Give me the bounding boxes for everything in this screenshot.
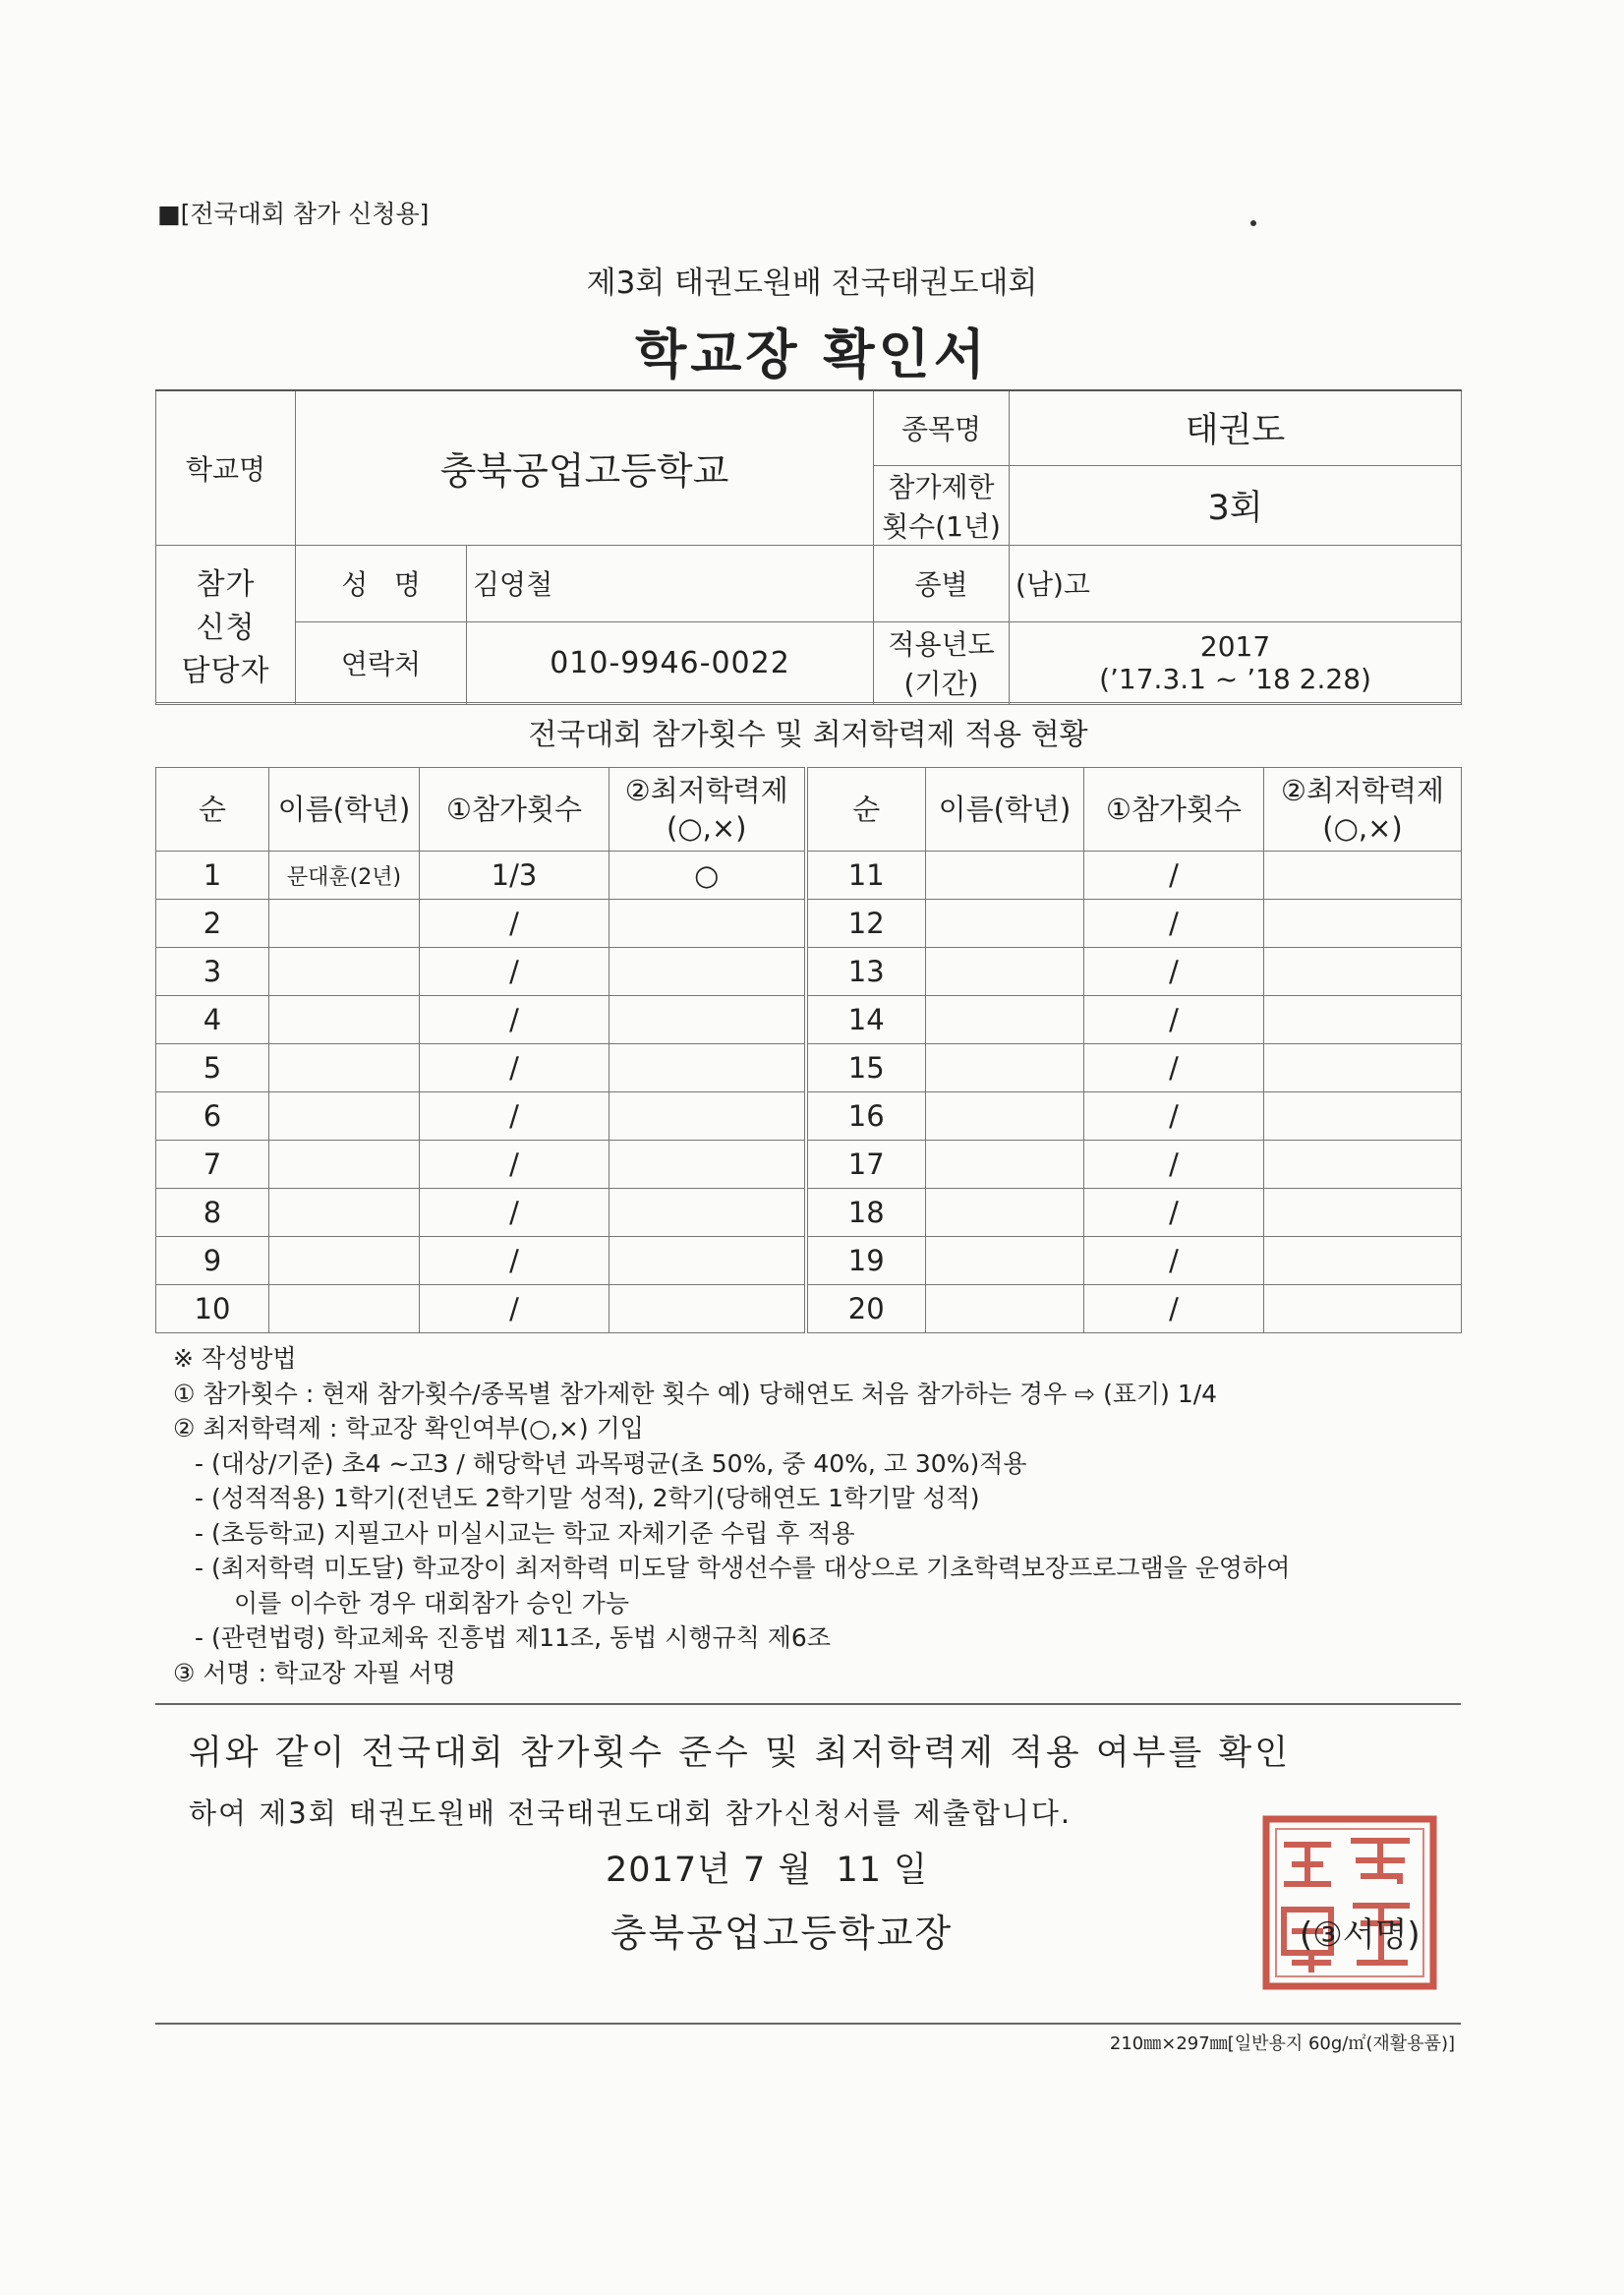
header-minimum — [1264, 768, 1462, 852]
official-seal-stamp — [1262, 1815, 1437, 1990]
instruction-3: ③ 서명 : 학교장 자필 서명 — [173, 1658, 456, 1687]
phone-value: 010-9946-0022 — [467, 621, 874, 704]
row-number: 3 — [156, 948, 269, 996]
minimum-standard-mark — [1264, 1189, 1462, 1237]
student-name — [926, 1285, 1084, 1333]
minimum-standard-mark — [1264, 1044, 1462, 1092]
table-row — [156, 1092, 1462, 1141]
participation-table — [155, 767, 1462, 1333]
participation-count: / — [420, 900, 609, 948]
row-number: 5 — [156, 1044, 269, 1092]
header-minimum-line1: ②최저학력제 — [624, 774, 788, 807]
participation-count: / — [1084, 1092, 1264, 1141]
participation-count: / — [1084, 1285, 1264, 1333]
student-name — [269, 1189, 420, 1237]
minimum-standard-mark — [1264, 1141, 1462, 1189]
minimum-standard-mark — [609, 1092, 806, 1141]
year-value-year: 2017 — [1199, 630, 1271, 663]
row-number: 6 — [156, 1092, 269, 1141]
contact-label-line2: 신청 — [196, 611, 256, 645]
student-name — [926, 852, 1084, 900]
row-number: 13 — [806, 948, 926, 996]
form-usage-tag: ■[전국대회 참가 신청용] — [157, 200, 430, 228]
student-name: 문대훈(2년) — [269, 852, 420, 900]
participation-count: / — [420, 1285, 609, 1333]
participation-count: / — [1084, 1237, 1264, 1285]
declaration-line1: 위와 같이 전국대회 참가횟수 준수 및 최저학력제 적용 여부를 확인 — [189, 1734, 1292, 1773]
header-minimum-line2: (○,×) — [1322, 811, 1403, 845]
minimum-standard-mark — [609, 1189, 806, 1237]
participation-count: 1/3 — [420, 852, 609, 900]
instruction-2c: - (초등학교) 지필고사 미실시교는 학교 자체기준 수립 후 적용 — [195, 1518, 855, 1548]
row-number: 15 — [806, 1044, 926, 1092]
header-name: 이름(학년) — [269, 768, 420, 852]
row-number: 9 — [156, 1237, 269, 1285]
row-number: 16 — [806, 1092, 926, 1141]
footer-divider — [155, 2023, 1461, 2025]
student-name — [269, 900, 420, 948]
row-number: 14 — [806, 996, 926, 1044]
participation-count: / — [420, 1237, 609, 1285]
limit-label-line2: 횟수(1년) — [882, 509, 1001, 543]
participation-count: / — [1084, 948, 1264, 996]
minimum-standard-mark — [1264, 1285, 1462, 1333]
instruction-2: ② 최저학력제 : 학교장 확인여부(○,×) 기입 — [173, 1414, 644, 1442]
participation-count: / — [1084, 996, 1264, 1044]
row-number: 7 — [156, 1141, 269, 1189]
header-name: 이름(학년) — [926, 768, 1084, 852]
participation-count: / — [420, 1044, 609, 1092]
minimum-standard-mark: ○ — [609, 852, 806, 900]
category-value: (남)고 — [1010, 545, 1462, 621]
minimum-standard-mark — [609, 948, 806, 996]
instructions-heading: ※ 작성방법 — [173, 1344, 297, 1373]
year-value — [1010, 621, 1462, 704]
document-subtitle: 제3회 태권도원배 전국태권도대회 — [586, 265, 1038, 301]
student-name — [926, 1141, 1084, 1189]
table-row — [156, 900, 1462, 948]
info-table — [155, 389, 1462, 705]
event-label: 종목명 — [874, 390, 1010, 465]
student-name — [269, 1237, 420, 1285]
header-minimum — [609, 768, 806, 852]
header-minimum-line2: (○,×) — [667, 811, 747, 845]
participation-count: / — [1084, 900, 1264, 948]
principal-name: 충북공업고등학교장 — [609, 1912, 954, 1955]
instruction-2a: - (대상/기준) 초4 ~고3 / 해당학년 과목평균(초 50%, 중 40%, 고 30%)적용 — [195, 1448, 1027, 1478]
table-row — [156, 1189, 1462, 1237]
year-value-period: (’17.3.1 ~ ’18 2.28) — [1099, 663, 1371, 695]
paper-spec-footer: 210㎜×297㎜[일반용지 60g/㎡(재활용품)] — [1109, 2033, 1455, 2054]
signature-label: (③서명) — [1300, 1915, 1421, 1955]
contact-label-line1: 참가 — [196, 567, 256, 602]
instruction-1: ① 참가횟수 : 현재 참가횟수/종목별 참가제한 횟수 예) 당해연도 처음 참가하는 경우 ⇨ (표기) 1/4 — [173, 1379, 1218, 1408]
participation-count: / — [420, 1092, 609, 1141]
table-row — [156, 1285, 1462, 1333]
student-name — [269, 1092, 420, 1141]
row-number: 1 — [156, 852, 269, 900]
school-value: 충북공업고등학교 — [296, 390, 874, 545]
student-name — [269, 1141, 420, 1189]
instructions — [173, 1341, 1471, 1690]
name-value: 김영철 — [467, 545, 874, 621]
minimum-standard-mark — [609, 1285, 806, 1333]
minimum-standard-mark — [609, 1044, 806, 1092]
header-count: ①참가횟수 — [1084, 768, 1264, 852]
name-label: 성 명 — [296, 545, 467, 621]
minimum-standard-mark — [1264, 900, 1462, 948]
student-name — [926, 1044, 1084, 1092]
student-name — [926, 1092, 1084, 1141]
row-number: 19 — [806, 1237, 926, 1285]
student-name — [269, 996, 420, 1044]
instruction-2b: - (성적적용) 1학기(전년도 2학기말 성적), 2학기(당해연도 1학기말 성적) — [195, 1484, 980, 1512]
limit-value: 3회 — [1010, 465, 1462, 545]
header-no: 순 — [156, 768, 269, 852]
limit-label — [874, 465, 1010, 545]
minimum-standard-mark — [1264, 996, 1462, 1044]
student-name — [269, 1044, 420, 1092]
row-number: 4 — [156, 996, 269, 1044]
student-name — [926, 1237, 1084, 1285]
instruction-2d: - (최저학력 미도달) 학교장이 최저학력 미도달 학생선수를 대상으로 기초학력보장프로그램을 운영하여 — [195, 1554, 1291, 1582]
year-label-line2: (기간) — [903, 668, 979, 700]
year-label-line1: 적용년도 — [888, 628, 995, 661]
student-name — [269, 1285, 420, 1333]
contact-label — [156, 545, 296, 704]
header-minimum-line1: ②최저학력제 — [1280, 774, 1445, 807]
phone-label: 연락처 — [296, 621, 467, 704]
student-name — [926, 948, 1084, 996]
row-number: 10 — [156, 1285, 269, 1333]
participation-count: / — [420, 1189, 609, 1237]
row-number: 11 — [806, 852, 926, 900]
contact-label-line3: 담당자 — [181, 654, 270, 688]
participation-count: / — [1084, 1141, 1264, 1189]
instruction-2d-cont: 이를 이수한 경우 대회참가 승인 가능 — [234, 1588, 629, 1618]
minimum-standard-mark — [1264, 948, 1462, 996]
row-number: 12 — [806, 900, 926, 948]
table-row — [156, 1141, 1462, 1189]
minimum-standard-mark — [1264, 852, 1462, 900]
student-name — [926, 996, 1084, 1044]
header-count: ①참가횟수 — [420, 768, 609, 852]
table-row — [156, 852, 1462, 900]
participation-count: / — [1084, 852, 1264, 900]
participation-count: / — [1084, 1044, 1264, 1092]
row-number: 17 — [806, 1141, 926, 1189]
student-name — [926, 900, 1084, 948]
divider — [155, 1703, 1461, 1705]
table-header-row — [156, 768, 1462, 852]
year-label — [874, 621, 1010, 704]
school-label: 학교명 — [156, 390, 296, 545]
row-number: 20 — [806, 1285, 926, 1333]
header-no: 순 — [806, 768, 926, 852]
minimum-standard-mark — [609, 1141, 806, 1189]
student-name — [926, 1189, 1084, 1237]
row-number: 2 — [156, 900, 269, 948]
student-name — [269, 948, 420, 996]
status-title: 전국대회 참가횟수 및 최저학력제 적용 현황 — [155, 702, 1461, 768]
minimum-standard-mark — [1264, 1237, 1462, 1285]
minimum-standard-mark — [609, 900, 806, 948]
row-number: 18 — [806, 1189, 926, 1237]
participation-count: / — [1084, 1189, 1264, 1237]
instruction-2e: - (관련법령) 학교체육 진흥법 제11조, 동법 시행규칙 제6조 — [195, 1623, 831, 1652]
limit-label-line1: 참가제한 — [888, 470, 995, 503]
participation-count: / — [420, 1141, 609, 1189]
event-value: 태권도 — [1010, 390, 1462, 465]
issue-date: 2017년 7 월 11 일 — [606, 1851, 928, 1890]
table-row — [156, 996, 1462, 1044]
document-title: 학교장 확인서 — [635, 324, 989, 385]
participation-count: / — [420, 948, 609, 996]
participation-count: / — [420, 996, 609, 1044]
category-label: 종별 — [874, 545, 1010, 621]
table-row — [156, 1237, 1462, 1285]
row-number: 8 — [156, 1189, 269, 1237]
minimum-standard-mark — [609, 1237, 806, 1285]
ink-dot — [1250, 220, 1256, 226]
table-row — [156, 1044, 1462, 1092]
table-row — [156, 948, 1462, 996]
minimum-standard-mark — [609, 996, 806, 1044]
declaration-line2: 하여 제3회 태권도원배 전국태권도대회 참가신청서를 제출합니다. — [189, 1796, 1073, 1830]
minimum-standard-mark — [1264, 1092, 1462, 1141]
